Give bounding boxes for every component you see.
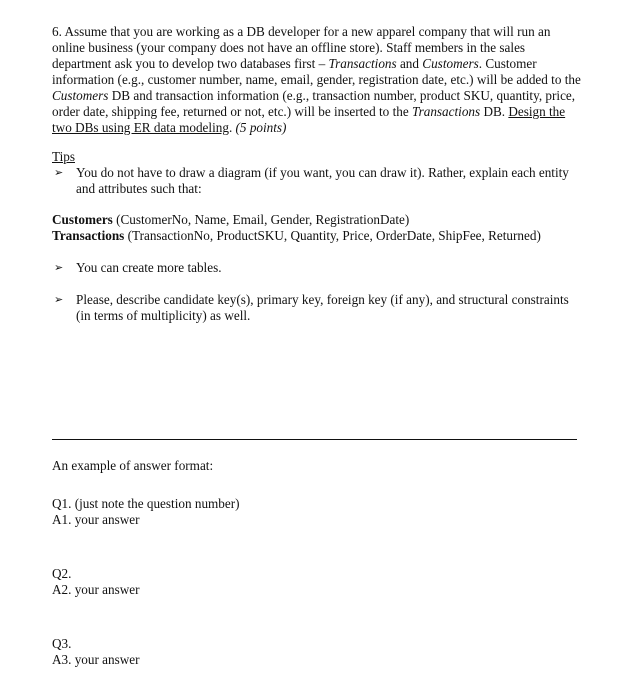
bullet-arrow-icon: ➢ [54, 166, 64, 179]
entity-transactions-italic: Transactions [411, 104, 481, 119]
bullet-arrow-icon: ➢ [54, 293, 64, 306]
a2-label: A2. your answer [52, 582, 140, 597]
question-text-part: and [396, 56, 423, 71]
entity-name: Transactions [52, 228, 125, 243]
a3-label: A3. your answer [52, 652, 140, 667]
entity-attributes: (CustomerNo, Name, Email, Gender, RegistrationDate) [112, 212, 410, 227]
question-text [52, 24, 582, 136]
entity-customers-italic: Customers [52, 88, 109, 103]
entity-name: Customers [52, 212, 113, 227]
q3-label: Q3. [52, 636, 72, 651]
q1-label: Q1. (just note the question number) [52, 496, 240, 511]
question-text-part: DB and transaction information (e.g., transaction number, product SKU, quantity, price, order date, shipping fee, returned or not, etc.) will be inserted to the [52, 88, 576, 119]
transactions-entity [52, 228, 582, 244]
answer-format-block [52, 458, 582, 668]
tips-title: Tips [52, 149, 75, 164]
a1-label: A1. your answer [52, 512, 140, 527]
tip-bullet-1 [52, 165, 582, 197]
question-text-part: . Customer information (e.g., customer number, name, email, gender, registration date, etc.) will be added to the [52, 56, 581, 87]
question-text-part: 6. Assume that you are working as a DB developer for a new apparel company that will run an online business (your company does not have an offline store). Staff members in the sales department ask you to develop two databases first – [52, 24, 551, 71]
tip-bullet-3 [52, 292, 582, 324]
customers-entity [52, 212, 582, 228]
tip-text: Please, describe candidate key(s), primary key, foreign key (if any), and structural constraints (in terms of multiplicity) as well. [76, 292, 569, 323]
tip-text: You do not have to draw a diagram (if you want, you can draw it). Rather, explain each entity and attributes such that: [76, 165, 569, 196]
section-divider [52, 439, 577, 440]
tip-text: You can create more tables. [76, 260, 222, 275]
entity-transactions-italic: Transactions [328, 56, 397, 71]
entity-attributes: (TransactionNo, ProductSKU, Quantity, Price, OrderDate, ShipFee, Returned) [124, 228, 541, 243]
answer-format-heading: An example of answer format: [52, 458, 214, 473]
entity-list [52, 212, 582, 244]
points-label: (5 points) [235, 120, 287, 135]
question-text-part: . [228, 120, 236, 135]
question-text-part: DB. [480, 104, 509, 119]
q2-label: Q2. [52, 566, 72, 581]
bullet-arrow-icon: ➢ [54, 261, 64, 274]
task-instruction: Design the two DBs using ER data modeling [52, 104, 566, 135]
tip-bullet-2 [52, 260, 582, 276]
entity-customers-italic: Customers [422, 56, 479, 71]
question-block [52, 24, 582, 324]
